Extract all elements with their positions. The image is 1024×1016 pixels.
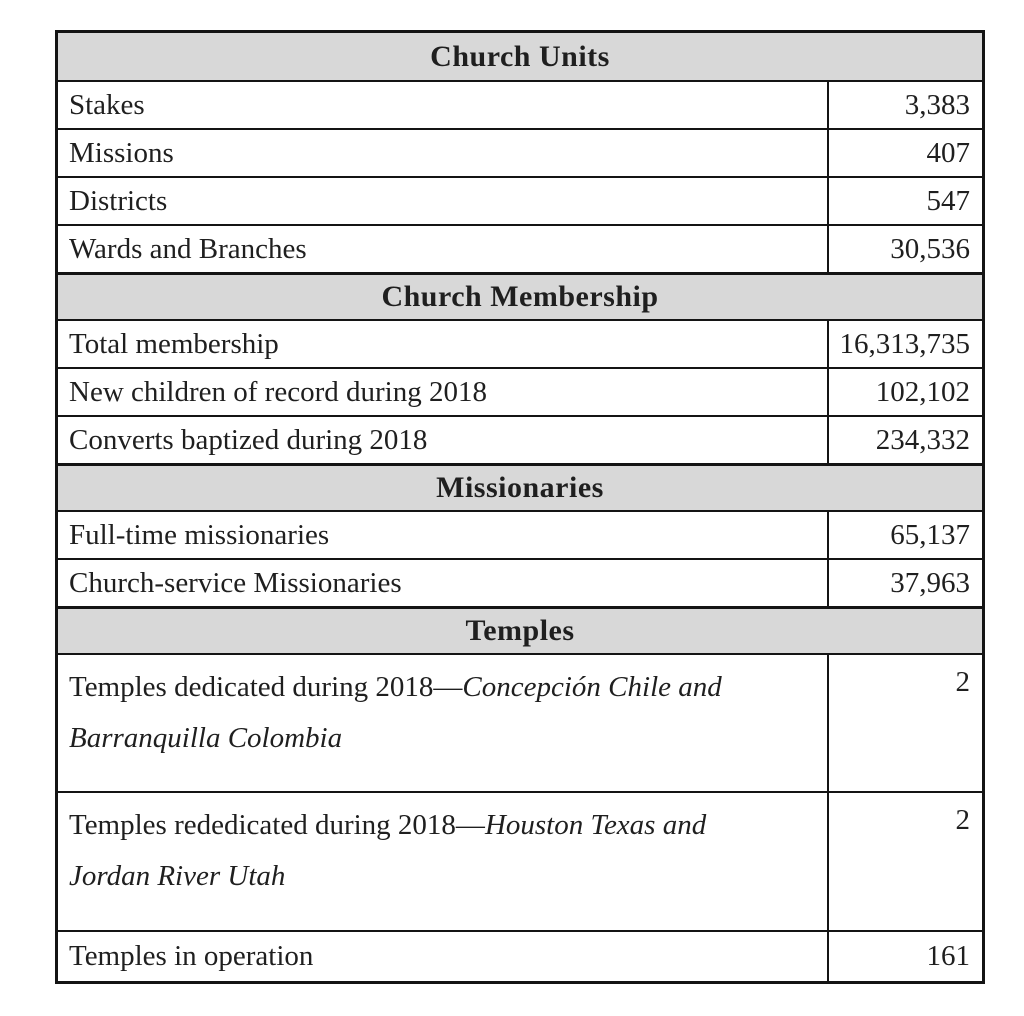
section-header-church-membership: Church Membership bbox=[58, 272, 982, 319]
row-label-italic: Houston Texas and Jordan River Utah bbox=[69, 809, 707, 892]
statistical-report-table bbox=[55, 30, 985, 984]
row-label: Temples in operation bbox=[69, 940, 314, 972]
row-label-regular: Temples rededicated during 2018— bbox=[69, 809, 485, 841]
row-label: Missions bbox=[69, 136, 174, 169]
row-value: 102,102 bbox=[827, 369, 982, 415]
row-label: New children of record during 2018 bbox=[69, 375, 487, 408]
table-row-temples-rededicated bbox=[58, 791, 982, 930]
table-row-missions bbox=[58, 128, 982, 176]
row-value: 234,332 bbox=[827, 417, 982, 463]
row-label bbox=[58, 793, 827, 930]
row-label: Full-time missionaries bbox=[69, 518, 330, 551]
table-row-church-service-missionaries bbox=[58, 558, 982, 606]
table-row-temples-in-operation bbox=[58, 930, 982, 981]
row-label: Stakes bbox=[69, 88, 145, 121]
table-row-total-membership bbox=[58, 319, 982, 367]
row-label-italic: Concepción Chile and Barranquilla Colombia bbox=[69, 671, 722, 754]
row-value: 37,963 bbox=[827, 560, 982, 606]
row-value: 65,137 bbox=[827, 512, 982, 558]
table-row-converts-baptized bbox=[58, 415, 982, 463]
row-value: 16,313,735 bbox=[827, 321, 982, 367]
row-label bbox=[58, 655, 827, 791]
row-label: Converts baptized during 2018 bbox=[69, 423, 428, 456]
section-header-temples: Temples bbox=[58, 606, 982, 653]
row-value: 2 bbox=[827, 655, 982, 791]
row-value: 407 bbox=[827, 130, 982, 176]
table-row-stakes bbox=[58, 80, 982, 128]
row-label-regular: Temples dedicated during 2018— bbox=[69, 671, 463, 703]
row-label: Wards and Branches bbox=[69, 232, 307, 265]
row-value: 3,383 bbox=[827, 82, 982, 128]
row-value: 30,536 bbox=[827, 226, 982, 272]
row-label: Districts bbox=[69, 184, 168, 217]
table-row-new-children-of-record bbox=[58, 367, 982, 415]
table-row-districts bbox=[58, 176, 982, 224]
row-value: 161 bbox=[827, 932, 982, 981]
section-header-church-units: Church Units bbox=[58, 33, 982, 80]
row-value: 2 bbox=[827, 793, 982, 930]
table-row-wards-and-branches bbox=[58, 224, 982, 272]
section-header-missionaries: Missionaries bbox=[58, 463, 982, 510]
row-value: 547 bbox=[827, 178, 982, 224]
row-label: Church-service Missionaries bbox=[69, 566, 402, 599]
table-row-full-time-missionaries bbox=[58, 510, 982, 558]
table-row-temples-dedicated bbox=[58, 653, 982, 791]
row-label: Total membership bbox=[69, 327, 279, 360]
